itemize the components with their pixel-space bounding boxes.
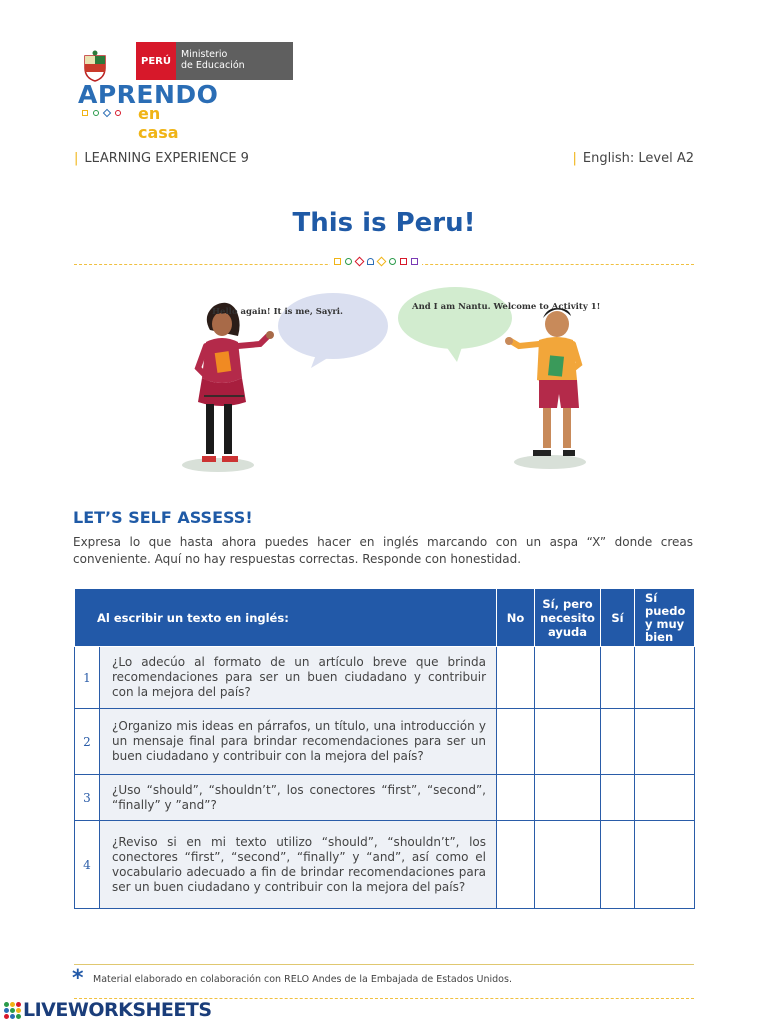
liveworksheets-text: LIVEWORKSHEETS bbox=[23, 999, 212, 1021]
table-row bbox=[75, 709, 695, 775]
speech-bubble-left bbox=[277, 292, 389, 370]
row-number: 4 bbox=[75, 821, 100, 909]
answer-cell-no[interactable] bbox=[497, 709, 535, 775]
row-question: ¿Lo adecúo al formato de un artículo breve que brinda recomendaciones para ser un buen ciudadano y contribuir con la mejora del país? bbox=[100, 647, 497, 709]
liveworksheets-watermark bbox=[4, 999, 212, 1021]
peru-label: PERÚ bbox=[136, 42, 176, 80]
page-title: This is Peru! bbox=[292, 208, 476, 238]
boy-character-icon bbox=[505, 304, 590, 474]
answer-cell-no[interactable] bbox=[497, 775, 535, 821]
decorative-shapes-icon bbox=[330, 258, 422, 265]
bubble-right-text: And I am Nantu. Welcome to Activity 1! bbox=[412, 302, 601, 312]
answer-cell-no[interactable] bbox=[497, 647, 535, 709]
column-no: No bbox=[497, 589, 535, 647]
answer-cell-yes[interactable] bbox=[601, 821, 635, 909]
row-question: ¿Reviso si en mi texto utilizo “should”, “shouldn’t”, los conectores “first”, “second”, “finally” y “and”, así como el vocabulario adecuado a fin de brindar recomendaciones para ser un buen ciudadano y contribuir con la mejora del país? bbox=[100, 821, 497, 909]
answer-cell-yes-help[interactable] bbox=[535, 775, 601, 821]
answer-cell-yes-help[interactable] bbox=[535, 647, 601, 709]
section-intro: Expresa lo que hasta ahora puedes hacer en inglés marcando con un aspa “X” donde creas conveniente. Aquí no hay respuestas correctas. Responde con honestidad. bbox=[73, 535, 693, 566]
self-assessment-table bbox=[74, 588, 695, 909]
answer-cell-yes-help[interactable] bbox=[535, 821, 601, 909]
column-yes-help: Sí, pero necesito ayuda bbox=[535, 589, 601, 647]
table-header-question: Al escribir un texto en inglés: bbox=[75, 589, 497, 647]
brand-dots-icon bbox=[82, 110, 121, 116]
level-label: | English: Level A2 bbox=[572, 151, 694, 166]
footer-star-icon: * bbox=[72, 966, 84, 991]
brand-main: APRENDO bbox=[78, 80, 219, 109]
answer-cell-yes-help[interactable] bbox=[535, 709, 601, 775]
column-yes-well: Sí puedo y muy bien bbox=[635, 589, 695, 647]
girl-character-icon bbox=[180, 300, 280, 475]
answer-cell-yes-well[interactable] bbox=[635, 821, 695, 909]
row-number: 1 bbox=[75, 647, 100, 709]
answer-cell-yes-well[interactable] bbox=[635, 647, 695, 709]
experience-label: | LEARNING EXPERIENCE 9 bbox=[74, 151, 249, 166]
footer-note: Material elaborado en colaboración con RELO Andes de la Embajada de Estados Unidos. bbox=[93, 974, 512, 985]
row-question: ¿Uso “should”, “shouldn’t”, los conectores “first”, “second”, “finally” y ”and”? bbox=[100, 775, 497, 821]
brand-sub: en casa bbox=[138, 104, 179, 142]
row-number: 2 bbox=[75, 709, 100, 775]
answer-cell-yes[interactable] bbox=[601, 709, 635, 775]
section-title: LET’S SELF ASSESS! bbox=[73, 508, 253, 527]
table-row bbox=[75, 821, 695, 909]
answer-cell-yes[interactable] bbox=[601, 775, 635, 821]
peru-crest-icon bbox=[82, 50, 108, 82]
column-yes: Sí bbox=[601, 589, 635, 647]
answer-cell-no[interactable] bbox=[497, 821, 535, 909]
footer-divider bbox=[74, 964, 694, 965]
answer-cell-yes-well[interactable] bbox=[635, 709, 695, 775]
table-row bbox=[75, 647, 695, 709]
table-row bbox=[75, 775, 695, 821]
row-number: 3 bbox=[75, 775, 100, 821]
liveworksheets-logo-icon bbox=[4, 1002, 21, 1019]
ministry-logo bbox=[136, 42, 293, 80]
ministry-label: Ministerio de Educación bbox=[176, 42, 293, 80]
row-question: ¿Organizo mis ideas en párrafos, un título, una introducción y un mensaje final para brindar recomendaciones para ser un buen ciudadano y contribuir con la mejora del país? bbox=[100, 709, 497, 775]
bubble-left-text: Hello again! It is me, Sayri. bbox=[212, 307, 343, 317]
speech-bubble-right bbox=[397, 286, 515, 364]
answer-cell-yes-well[interactable] bbox=[635, 775, 695, 821]
answer-cell-yes[interactable] bbox=[601, 647, 635, 709]
